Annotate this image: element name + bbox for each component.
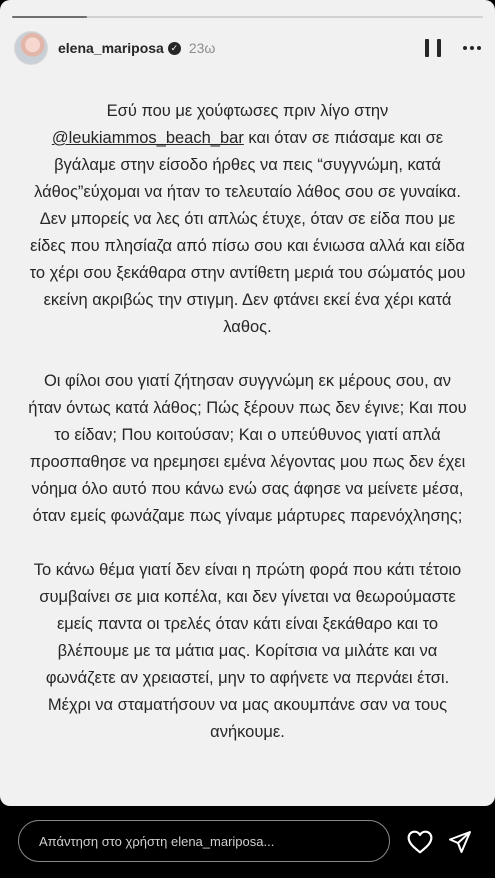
paragraph-3: Το κάνω θέμα γιατί δεν είναι η πρώτη φορά που κάτι τέτοιο συμβαίνει σε μια κοπέλα, και δεν γίνεται να θεωρούμαστε εμείς παντα οι τρελές όταν κάτι είναι ξεκάθαρο και το βλέπουμε με τα μάτια μας. Κορίτσια να μιλάτε και να φωνάζετε αν χρειαστεί, μην το αφήνετε να περνάει έτσι. Μέχρι να σταματήσουν να μας ακουμπάνε σαν να τους ανήκουμε. bbox=[33, 561, 462, 741]
story-text bbox=[28, 98, 467, 773]
avatar[interactable] bbox=[14, 31, 48, 65]
paragraph-2: Οι φίλοι σου γιατί ζήτησαν συγγνώμη εκ μέρους σου, αν ήταν όντως κατά λάθος; Πώς ξέρουν πως δεν έγινε; Και που το είδαν; Που κοιτούσαν; Και ο υπεύθυνος γιατί απλά προσπαθησε να ηρεμησει εμένα λέγοντας μου πως δεν έχει νόημα όλο αυτό που κάνω ενώ σας άφησε να μείνετε μέσα, όταν εμείς φωνάζαμε πως γίναμε μάρτυρες παρενόχλησης; bbox=[28, 372, 467, 525]
story-progress-bar bbox=[12, 16, 483, 18]
reply-input[interactable] bbox=[37, 833, 381, 850]
heart-icon[interactable] bbox=[407, 830, 433, 854]
paragraph-1-intro: Εσύ που με χούφτωσες πριν λίγο στην bbox=[106, 102, 389, 120]
reply-box[interactable] bbox=[18, 820, 390, 862]
username[interactable]: elena_mariposa bbox=[58, 40, 164, 56]
verified-badge-icon: ✓ bbox=[168, 42, 181, 55]
story-header bbox=[14, 30, 481, 66]
story-progress-fill bbox=[12, 16, 87, 18]
mention-link[interactable]: @leukiammos_beach_bar bbox=[51, 129, 244, 147]
send-icon[interactable] bbox=[448, 830, 472, 854]
post-time: 23ω bbox=[188, 40, 216, 56]
pause-icon[interactable] bbox=[425, 39, 441, 57]
paragraph-1 bbox=[28, 98, 467, 341]
more-options-icon[interactable] bbox=[463, 40, 481, 56]
reply-bar bbox=[0, 806, 495, 878]
paragraph-1-body: και όταν σε πιάσαμε και σε βγάλαμε στην είσοδο ήρθες να πεις “συγγνώμη, κατά λάθος”εύχομαι να ήταν το τελευταίο λάθος σου σε γυναίκα. Δεν μπορείς να λες ότι απλώς έτυχε, όταν σε είδα που με είδες που πλησίαζα από πίσω σου και ένιωσα αλλά και είδα το χέρι σου ξεκάθαρα στην αντίθετη μεριά του σώματός μου εκείνη ακριβώς την στιγμη. Δεν φτάνει εκεί ένα χέρι κατά λαθος. bbox=[29, 129, 466, 336]
